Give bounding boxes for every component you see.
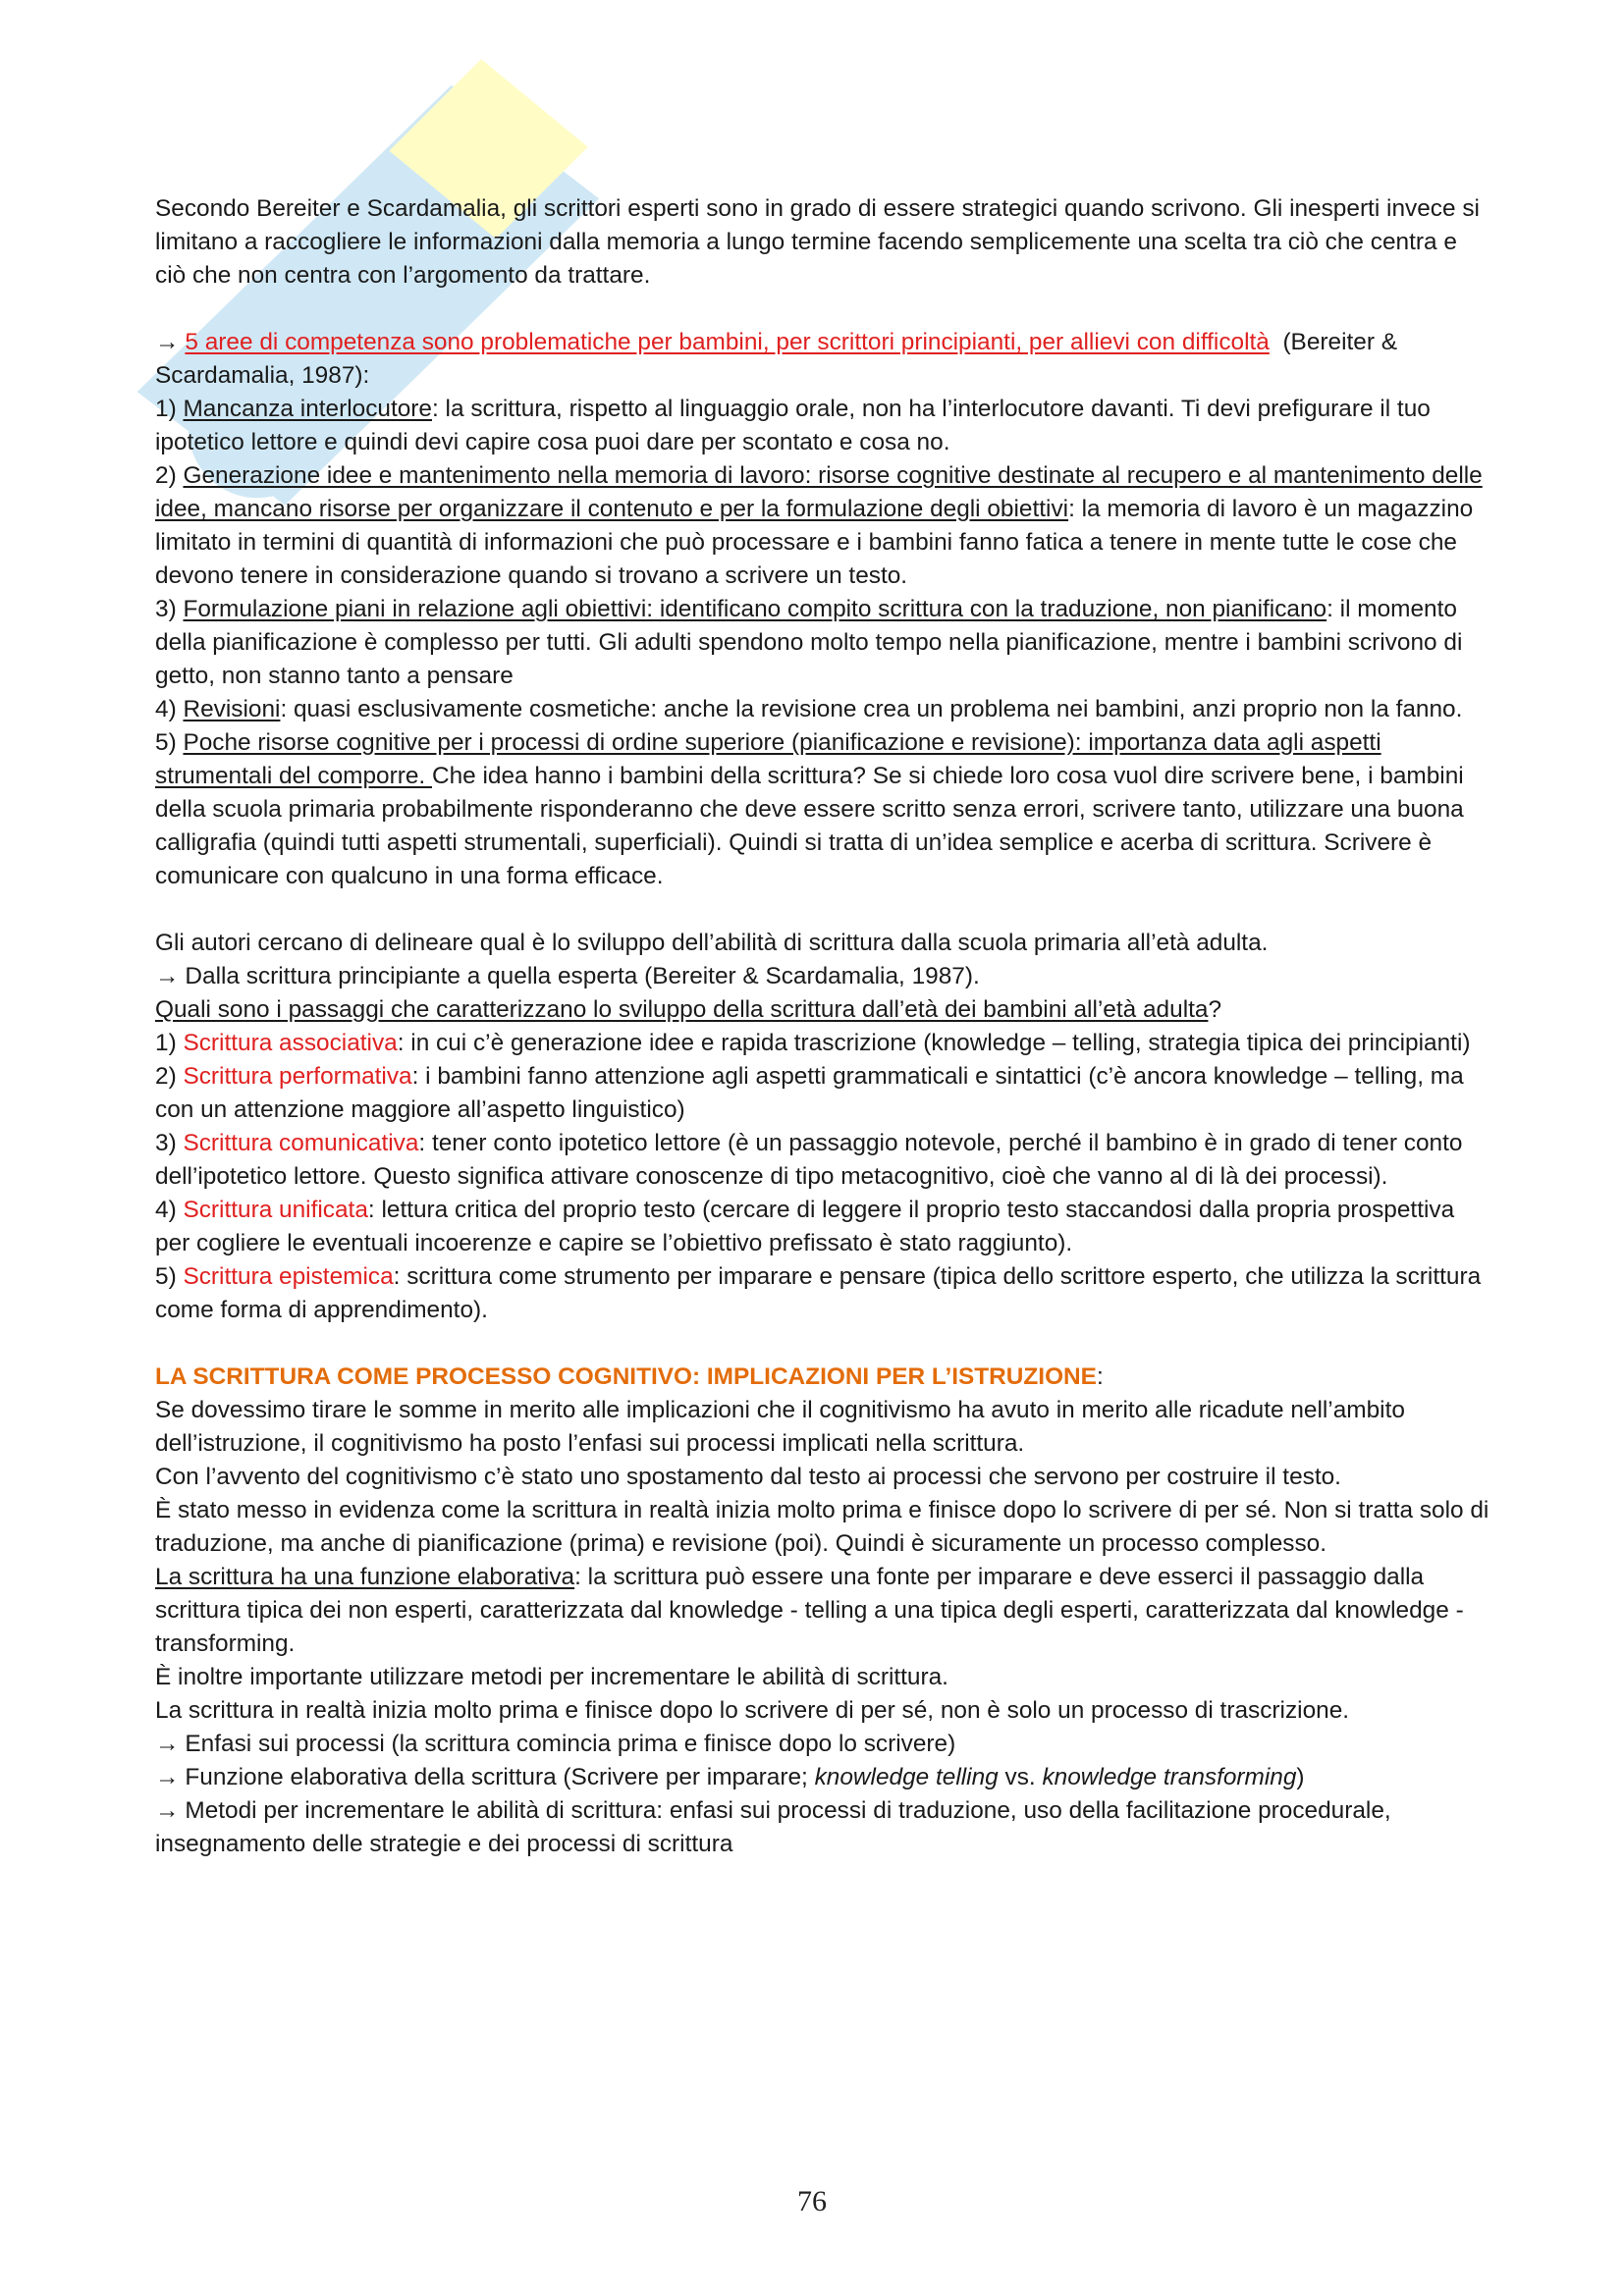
section-heading: LA SCRITTURA COME PROCESSO COGNITIVO: IMPLICAZIONI PER L’ISTRUZIONE: [155, 1363, 1104, 1390]
stage-item: 5) Scrittura epistemica: scrittura come strumento per imparare e pensare (tipica dello scrittore esperto, che utilizza la scrittura come forma di apprendimento). [155, 1263, 1482, 1323]
arrow-icon: → [155, 329, 180, 355]
list-item: 4) Revisioni: quasi esclusivamente cosmetiche: anche la revisione crea un problema nei bambini, anzi proprio non la fanno. [155, 696, 1463, 722]
intro-paragraph: Secondo Bereiter e Scardamalia, gli scrittori esperti sono in grado di essere strategici quando scrivono. Gli inesperti invece si limitano a raccogliere le informazioni dalla memoria a lungo termine facendo semplicemente una scelta tra ciò che centra e ciò che non centra con l’argomento da trattare. [155, 195, 1480, 289]
list-item: 1) Mancanza interlocutore: la scrittura, rispetto al linguaggio orale, non ha l’interlocutore davanti. Ti devi prefigurare il tuo ipotetico lettore e quindi devi capire cosa puoi dare per scontato e cosa no. [155, 396, 1431, 455]
stage-item: 3) Scrittura comunicativa: tener conto ipotetico lettore (è un passaggio notevole, perché il bambino è in grado di tener conto dell’ipotetico lettore. Questo significa attivare conoscenze di tipo metacognitivo, cioè che vanno al di là dei processi). [155, 1130, 1463, 1190]
arrow-icon: → [155, 1764, 180, 1790]
section-paragraph: Se dovessimo tirare le somme in merito alle implicazioni che il cognitivismo ha avuto in merito alle ricadute nell’ambito dell’istruzione, il cognitivismo ha posto l’enfasi sui processi implicati nella scrittura. [155, 1397, 1405, 1457]
competence-areas-citation: (Bereiter & Scardamalia, 1987): [155, 329, 1398, 389]
stage-item: 1) Scrittura associativa: in cui c’è generazione idee e rapida trascrizione (knowledge – telling, strategia tipica dei principianti) [155, 1030, 1471, 1056]
arrow-icon: → [155, 1797, 180, 1824]
section-paragraph: È inoltre importante utilizzare metodi per incrementare le abilità di scrittura. [155, 1664, 948, 1690]
bullet-line: → Enfasi sui processi (la scrittura comincia prima e finisce dopo lo scrivere) [155, 1731, 956, 1757]
bullet-line: → Metodi per incrementare le abilità di scrittura: enfasi sui processi di traduzione, uso della facilitazione procedurale, insegnamento delle strategie e dei processi di scrittura [155, 1797, 1391, 1857]
section-paragraph: Con l’avvento del cognitivismo c’è stato uno spostamento dal testo ai processi che servono per costruire il testo. [155, 1464, 1341, 1490]
list-item: 5) Poche risorse cognitive per i processi di ordine superiore (pianificazione e revisione): importanza data agli aspetti strumentali del comporre. Che idea hanno i bambini della scrittura? Se si chiede loro cosa vuol dire scrivere bene, i bambini della scuola primaria probabilmente risponderanno che deve essere scritto senza errori, scrivere tanto, utilizzare una buona calligrafia (quindi tutti aspetti strumentali, superficiali). Quindi si tratta di un’idea semplice e acerba di scrittura. Scrivere è comunicare con qualcuno in una forma efficace. [155, 729, 1464, 889]
list-item: 2) Generazione idee e mantenimento nella memoria di lavoro: risorse cognitive destinate al recupero e al mantenimento delle idee, mancano risorse per organizzare il contenuto e per la formulazione degli obiettivi: la memoria di lavoro è un magazzino limitato in termini di quantità di informazioni che può processare e i bambini fanno fatica a tenere in mente tutte le cose che devono tenere in considerazione quando si trovano a scrivere un testo. [155, 462, 1483, 589]
bullet-line: → Funzione elaborativa della scrittura (Scrivere per imparare; knowledge telling vs. knowledge transforming) [155, 1764, 1305, 1790]
development-paragraph: Gli autori cercano di delineare qual è lo sviluppo dell’abilità di scrittura dalla scuola primaria all’età adulta. [155, 930, 1269, 956]
stage-item: 2) Scrittura performativa: i bambini fanno attenzione agli aspetti grammaticali e sintattici (c’è ancora knowledge – telling, ma con un attenzione maggiore all’aspetto linguistico) [155, 1063, 1464, 1123]
development-question: Quali sono i passaggi che caratterizzano lo sviluppo della scrittura dall’età dei bambini all’età adulta? [155, 996, 1222, 1023]
list-item: 3) Formulazione piani in relazione agli obiettivi: identificano compito scrittura con la traduzione, non pianificano: il momento della pianificazione è complesso per tutti. Gli adulti spendono molto tempo nella pianificazione, mentre i bambini scrivono di getto, non stanno tanto a pensare [155, 596, 1463, 689]
section-paragraph: La scrittura in realtà inizia molto prima e finisce dopo lo scrivere di per sé, non è solo un processo di trascrizione. [155, 1697, 1350, 1724]
arrow-icon: → [155, 1731, 180, 1757]
stage-item: 4) Scrittura unificata: lettura critica del proprio testo (cercare di leggere il proprio testo staccandosi dalla propria prospettiva per cogliere le eventuali incoerenze e capire se l’obiettivo prefissato è stato raggiunto). [155, 1197, 1455, 1256]
competence-areas-title: 5 aree di competenza sono problematiche per bambini, per scrittori principianti, per allievi con difficoltà [185, 329, 1270, 355]
arrow-icon: → [155, 963, 180, 989]
development-arrow-line: → Dalla scrittura principiante a quella esperta (Bereiter & Scardamalia, 1987). [155, 963, 980, 989]
section-paragraph: La scrittura ha una funzione elaborativa: la scrittura può essere una fonte per imparare e deve esserci il passaggio dalla scrittura tipica dei non esperti, caratterizzata dal knowledge - telling a una tipica degli esperti, caratterizzata dal knowledge - transforming. [155, 1564, 1464, 1657]
page-number: 76 [797, 2185, 827, 2217]
competence-areas-heading [155, 326, 1490, 393]
page-body [155, 192, 1490, 1861]
section-paragraph: È stato messo in evidenza come la scrittura in realtà inizia molto prima e finisce dopo lo scrivere di per sé. Non si tratta solo di traduzione, ma anche di pianificazione (prima) e revisione (poi). Quindi è sicuramente un processo complesso. [155, 1497, 1489, 1557]
